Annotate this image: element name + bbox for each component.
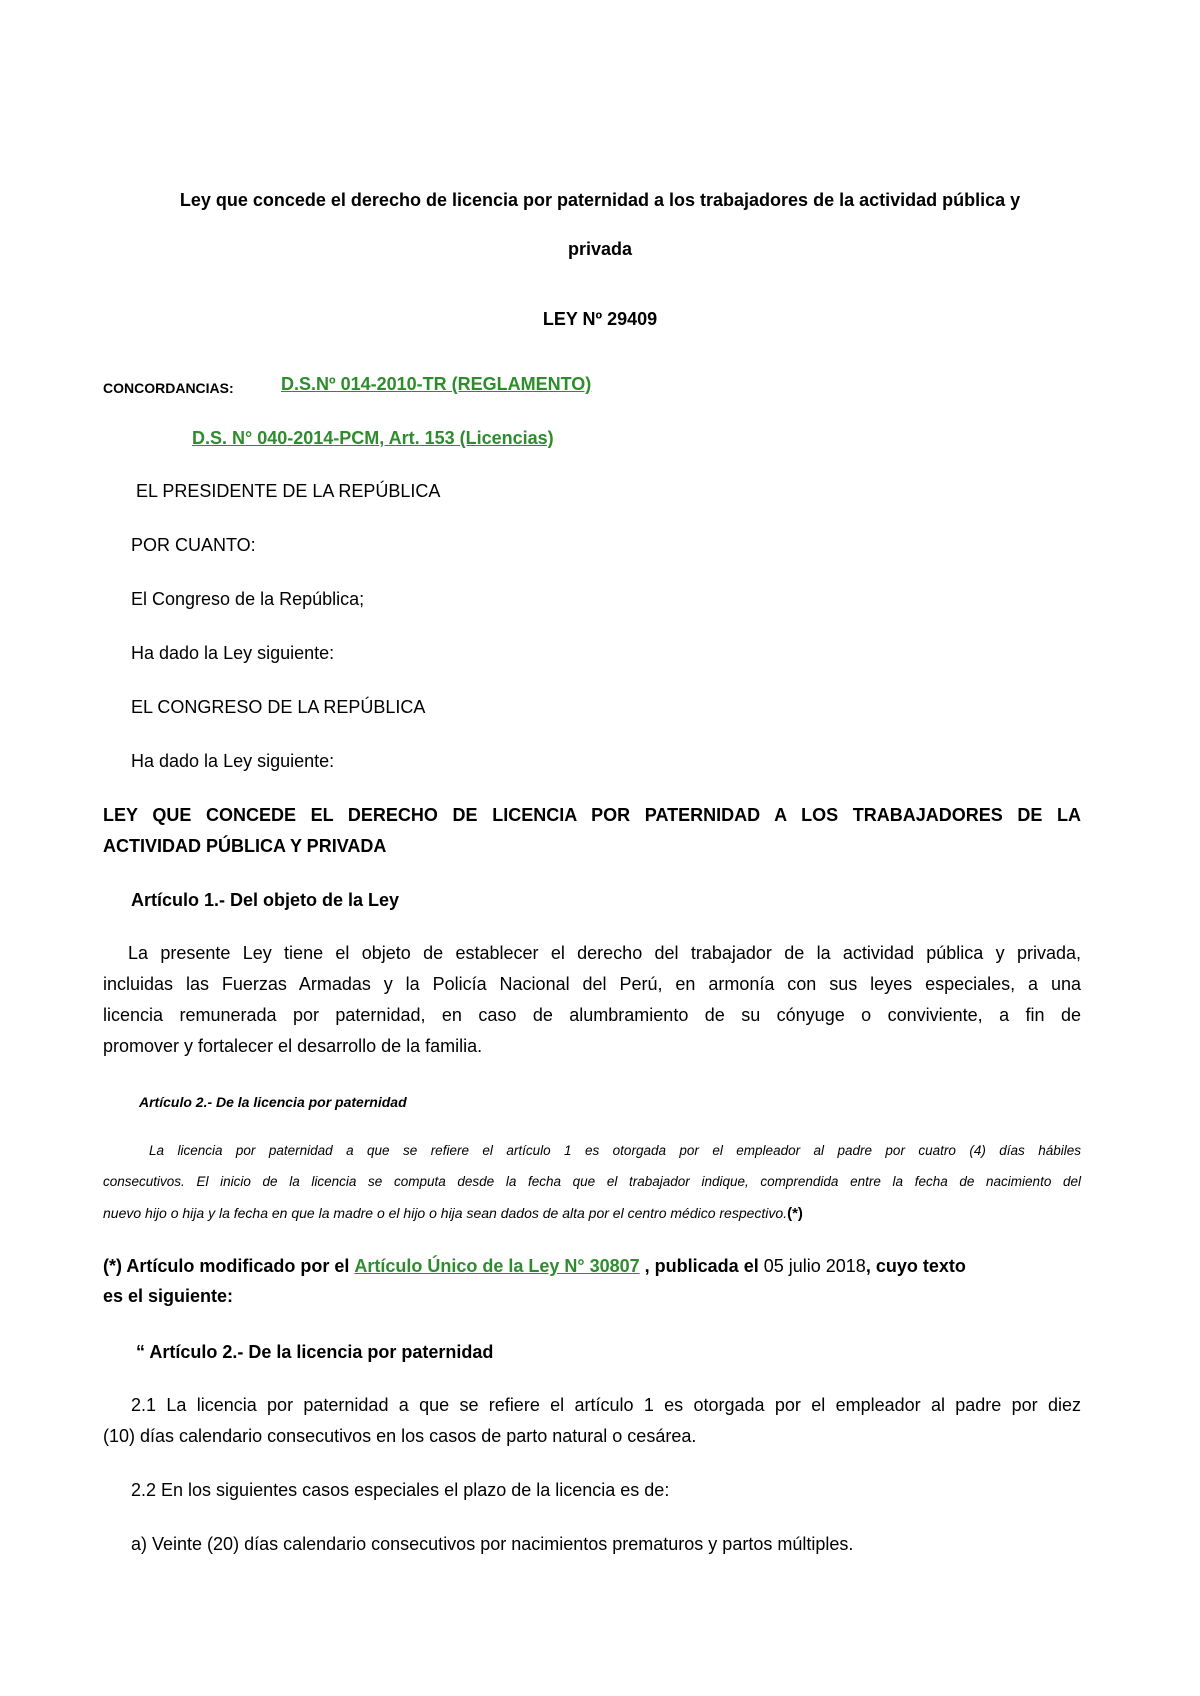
article-2-new-heading: “ Artículo 2.- De la licencia por paternidad [136,1342,494,1362]
modification-marker: (*) [787,1205,803,1222]
preamble-por-cuanto: POR CUANTO: [131,535,256,555]
paragraph-2-1-line-1: 2.1 La licencia por paternidad a que se refiere el artículo 1 es otorgada por el empleador al padre por diez [131,1395,1081,1415]
note-date: 05 julio 2018 [763,1256,866,1276]
modification-note-line-2: es el siguiente: [103,1286,234,1306]
article-1-text-line: La presente Ley tiene el objeto de establecer el derecho del trabajador de la actividad pública y privada, [128,943,1081,963]
article-1-text-line: promover y fortalecer el desarrollo de la familia. [103,1036,483,1056]
article-2-original-line: consecutivos. El inicio de la licencia se computa desde la fecha que el trabajador indique, comprendida entre la fecha de nacimiento del [103,1174,1081,1189]
preamble-president: EL PRESIDENTE DE LA REPÚBLICA [136,481,441,501]
article-2-original-text: nuevo hijo o hija y la fecha en que la madre o el hijo o hija sean dados de alta por el centro médico respectivo. [103,1205,788,1221]
modification-note-line-1 [103,1254,966,1278]
preamble-ha-dado-1: Ha dado la Ley siguiente: [131,643,335,663]
concordancias-label: CONCORDANCIAS: [103,380,234,396]
concordancia-link-reglamento[interactable]: D.S.Nº 014-2010-TR (REGLAMENTO) [281,374,592,394]
note-suffix: , cuyo texto [865,1256,966,1276]
document-title: Ley que concede el derecho de licencia por paternidad a los trabajadores de la actividad pública y [179,190,1021,210]
preamble-congreso-republica: EL CONGRESO DE LA REPÚBLICA [131,697,426,717]
law-heading-line-1: LEY QUE CONCEDE EL DERECHO DE LICENCIA POR PATERNIDAD A LOS TRABAJADORES DE LA [103,805,1081,825]
article-2-original-heading: Artículo 2.- De la licencia por paternidad [139,1094,407,1110]
concordancia-link-licencias[interactable]: D.S. N° 040-2014-PCM, Art. 153 (Licencias) [192,428,554,448]
law-heading-line-2: ACTIVIDAD PÚBLICA Y PRIVADA [103,836,387,856]
ley-30807-link[interactable]: Artículo Único de la Ley N° 30807 [354,1256,640,1276]
note-prefix: (*) Artículo modificado por el [103,1256,350,1276]
article-1-heading: Artículo 1.- Del objeto de la Ley [131,890,400,910]
paragraph-2-2: 2.2 En los siguientes casos especiales el plazo de la licencia es de: [131,1480,670,1500]
paragraph-2-1-line-2: (10) días calendario consecutivos en los casos de parto natural o cesárea. [103,1426,697,1446]
article-2-original-line-last [103,1201,803,1226]
article-2-original-line: La licencia por paternidad a que se refiere el artículo 1 es otorgada por el empleador al padre por cuatro (4) días hábiles [149,1143,1081,1158]
preamble-congreso: El Congreso de la República; [131,589,365,609]
paragraph-2-2-a: a) Veinte (20) días calendario consecutivos por nacimientos prematuros y partos múltiples. [131,1534,854,1554]
law-number: LEY Nº 29409 [542,309,658,329]
note-mid: , publicada el [644,1256,759,1276]
article-1-text-line: licencia remunerada por paternidad, en caso de alumbramiento de su cónyuge o conviviente, a fin de [103,1005,1081,1025]
document-title-continued: privada [567,239,633,259]
preamble-ha-dado-2: Ha dado la Ley siguiente: [131,751,335,771]
article-1-text-line: incluidas las Fuerzas Armadas y la Policía Nacional del Perú, en armonía con sus leyes especiales, a una [103,974,1081,994]
